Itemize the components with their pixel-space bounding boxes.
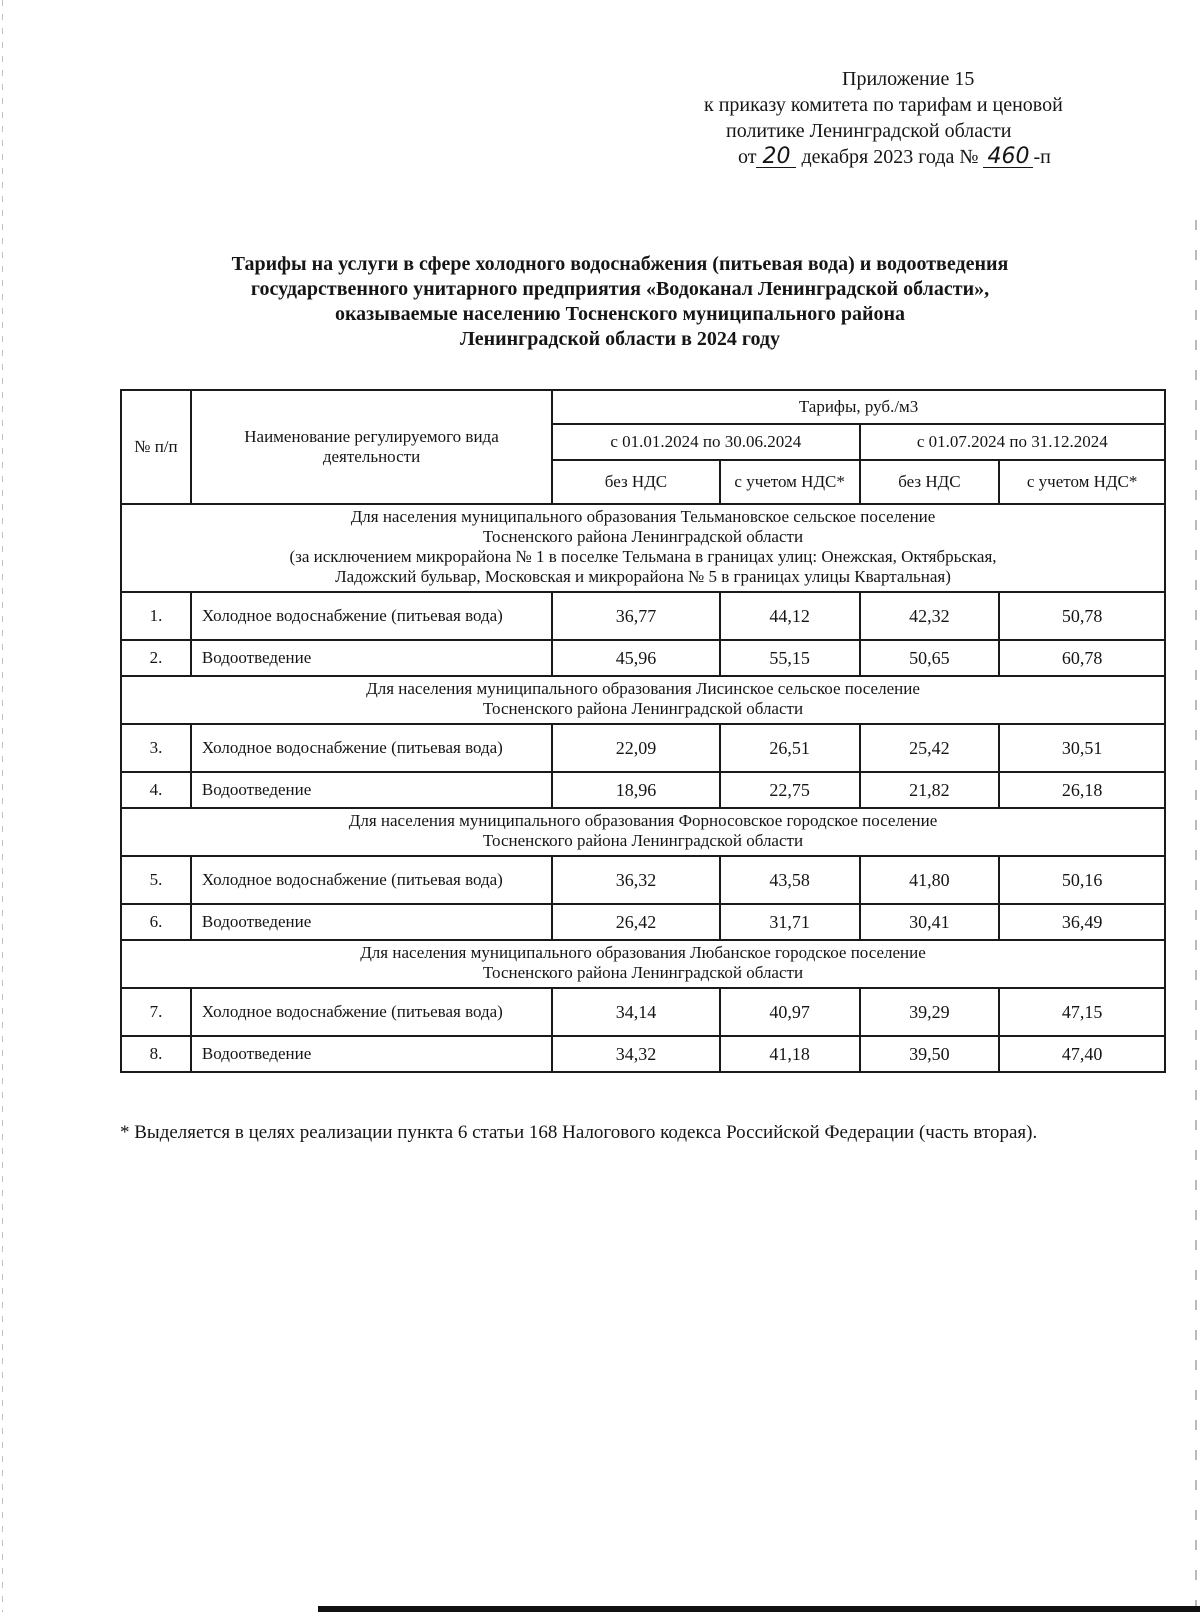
tariff-period1-with-vat: 44,12 xyxy=(720,592,860,640)
table-row xyxy=(121,988,1165,1036)
appendix-block xyxy=(690,66,1160,170)
row-activity-name: Холодное водоснабжение (питьевая вода) xyxy=(191,988,552,1036)
section-title xyxy=(121,808,1165,856)
date-prefix: от xyxy=(738,146,757,168)
table-row xyxy=(121,772,1165,808)
tariff-period2-with-vat: 47,40 xyxy=(999,1036,1165,1072)
row-number: 5. xyxy=(121,856,191,904)
row-activity-name: Водоотведение xyxy=(191,640,552,676)
appendix-date-line xyxy=(690,144,1160,170)
header-period-1: с 01.01.2024 по 30.06.2024 xyxy=(552,424,859,460)
section-title-line: Тосненского района Ленинградской области xyxy=(482,831,804,850)
section-header-row xyxy=(121,504,1165,592)
row-activity-name: Водоотведение xyxy=(191,1036,552,1072)
row-activity-name: Водоотведение xyxy=(191,904,552,940)
title-line-1: Тарифы на услуги в сфере холодного водоснабжения (питьевая вода) и водоотведения xyxy=(231,253,1009,275)
tariff-period1-no-vat: 34,32 xyxy=(552,1036,720,1072)
tariff-period2-with-vat: 47,15 xyxy=(999,988,1165,1036)
header-period-2: с 01.07.2024 по 31.12.2024 xyxy=(860,424,1165,460)
row-number: 4. xyxy=(121,772,191,808)
section-title-line: Тосненского района Ленинградской области xyxy=(482,699,804,718)
appendix-order-ref: к приказу комитета по тарифам и ценовой xyxy=(704,94,1063,116)
section-title xyxy=(121,676,1165,724)
document-title xyxy=(120,252,1120,352)
tariff-period1-with-vat: 43,58 xyxy=(720,856,860,904)
header-row-1 xyxy=(121,390,1165,424)
tariff-period1-no-vat: 26,42 xyxy=(552,904,720,940)
row-number: 1. xyxy=(121,592,191,640)
tariff-period2-no-vat: 50,65 xyxy=(860,640,1000,676)
row-number: 7. xyxy=(121,988,191,1036)
row-activity-name: Холодное водоснабжение (питьевая вода) xyxy=(191,724,552,772)
tariff-period1-no-vat: 34,14 xyxy=(552,988,720,1036)
appendix-number: Приложение 15 xyxy=(842,68,975,90)
tariff-period2-no-vat: 39,50 xyxy=(860,1036,1000,1072)
section-title-line: (за исключением микрорайона № 1 в поселке Тельмана в границах улиц: Онежская, Октябрьская, xyxy=(289,547,997,566)
header-with-vat-1: с учетом НДС* xyxy=(720,460,860,504)
tariff-period1-no-vat: 36,32 xyxy=(552,856,720,904)
tariff-period2-with-vat: 50,16 xyxy=(999,856,1165,904)
section-title xyxy=(121,940,1165,988)
section-title-line: Тосненского района Ленинградской области xyxy=(482,963,804,982)
header-no-vat-2: без НДС xyxy=(860,460,1000,504)
row-number: 2. xyxy=(121,640,191,676)
tariff-period2-with-vat: 26,18 xyxy=(999,772,1165,808)
header-number: № п/п xyxy=(121,390,191,504)
scan-edge-left xyxy=(2,0,3,1612)
tariff-period2-no-vat: 42,32 xyxy=(860,592,1000,640)
tariff-period2-no-vat: 41,80 xyxy=(860,856,1000,904)
row-number: 6. xyxy=(121,904,191,940)
handwritten-day: 20 xyxy=(756,147,796,168)
section-title-line: Для населения муниципального образования Любанское городское поселение xyxy=(360,943,926,962)
date-middle: декабря 2023 года № xyxy=(801,146,979,168)
section-title-line: Для населения муниципального образования Тельмановское сельское поселение xyxy=(350,507,936,526)
tariff-period2-with-vat: 60,78 xyxy=(999,640,1165,676)
row-activity-name: Холодное водоснабжение (питьевая вода) xyxy=(191,592,552,640)
section-title-line: Тосненского района Ленинградской области xyxy=(482,527,804,546)
tariff-period1-no-vat: 22,09 xyxy=(552,724,720,772)
scan-edge-right xyxy=(1195,220,1197,1612)
section-title-line: Для населения муниципального образования Лисинское сельское поселение xyxy=(366,679,920,698)
order-suffix: -п xyxy=(1033,146,1051,168)
row-activity-name: Водоотведение xyxy=(191,772,552,808)
header-no-vat-1: без НДС xyxy=(552,460,720,504)
section-title-line: Ладожский бульвар, Московская и микрорайона № 5 в границах улицы Квартальная) xyxy=(335,567,951,586)
tariff-period2-no-vat: 21,82 xyxy=(860,772,1000,808)
footnote: * Выделяется в целях реализации пункта 6 статьи 168 Налогового кодекса Российской Федерации (часть вторая). xyxy=(120,1122,1038,1143)
scan-edge-bottom xyxy=(318,1606,1200,1612)
tariff-period2-no-vat: 25,42 xyxy=(860,724,1000,772)
row-number: 8. xyxy=(121,1036,191,1072)
tariff-period1-with-vat: 31,71 xyxy=(720,904,860,940)
tariff-period2-with-vat: 50,78 xyxy=(999,592,1165,640)
tariff-period2-with-vat: 36,49 xyxy=(999,904,1165,940)
title-line-2: государственного унитарного предприятия «Водоканал Ленинградской области», xyxy=(250,278,990,300)
tariff-period1-with-vat: 55,15 xyxy=(720,640,860,676)
header-activity: Наименование регулируемого вида деятельности xyxy=(191,390,552,504)
section-header-row xyxy=(121,808,1165,856)
tariff-period1-with-vat: 26,51 xyxy=(720,724,860,772)
table-row xyxy=(121,1036,1165,1072)
tariff-period2-no-vat: 39,29 xyxy=(860,988,1000,1036)
header-tariffs: Тарифы, руб./м3 xyxy=(552,390,1165,424)
table-row xyxy=(121,640,1165,676)
tariff-period2-no-vat: 30,41 xyxy=(860,904,1000,940)
table-row xyxy=(121,856,1165,904)
tariff-period2-with-vat: 30,51 xyxy=(999,724,1165,772)
title-line-3: оказываемые населению Тосненского муниципального района xyxy=(334,303,906,325)
header-with-vat-2: с учетом НДС* xyxy=(999,460,1165,504)
tariff-period1-with-vat: 40,97 xyxy=(720,988,860,1036)
title-line-4: Ленинградской области в 2024 году xyxy=(459,328,781,350)
handwritten-order-number: 460 xyxy=(983,147,1033,168)
section-title-line: Для населения муниципального образования Форносовское городское поселение xyxy=(348,811,938,830)
appendix-committee: политике Ленинградской области xyxy=(726,120,1012,142)
tariff-period1-no-vat: 45,96 xyxy=(552,640,720,676)
section-header-row xyxy=(121,676,1165,724)
section-title xyxy=(121,504,1165,592)
tariff-table xyxy=(120,389,1166,1073)
tariff-period1-with-vat: 22,75 xyxy=(720,772,860,808)
table-row xyxy=(121,904,1165,940)
table-row xyxy=(121,592,1165,640)
tariff-period1-no-vat: 36,77 xyxy=(552,592,720,640)
row-activity-name: Холодное водоснабжение (питьевая вода) xyxy=(191,856,552,904)
tariff-period1-with-vat: 41,18 xyxy=(720,1036,860,1072)
table-row xyxy=(121,724,1165,772)
tariff-period1-no-vat: 18,96 xyxy=(552,772,720,808)
row-number: 3. xyxy=(121,724,191,772)
section-header-row xyxy=(121,940,1165,988)
